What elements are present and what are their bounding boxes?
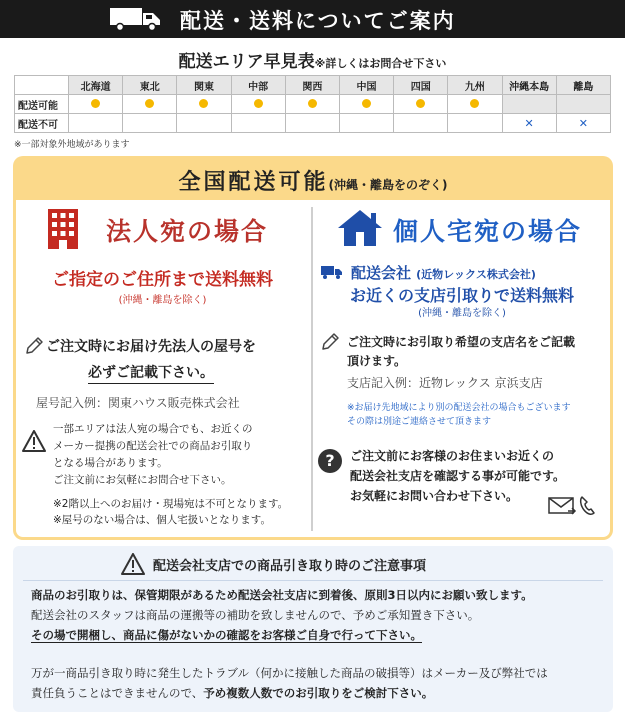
carrier-name: (近物レックス株式会社): [416, 268, 536, 281]
notice-line-underlined: その場で開梱し、商品に傷がないかの確認をお客様ご自身で行って下さい。: [31, 628, 422, 642]
notice-line: 配送会社のスタッフは商品の運搬等の補助を致しませんので、予めご承知置き下さい。: [31, 608, 480, 622]
notice-divider: [23, 580, 603, 581]
inquiry-line: お気軽にお問い合わせ下さい。: [350, 489, 519, 503]
note-line: ※2階以上へのお届け・現場宛は不可となります。: [53, 498, 289, 510]
mark-cell: [448, 95, 502, 114]
building-icon: [48, 209, 78, 249]
carrier-label: 配送会社: [351, 264, 412, 282]
mark-cell: [339, 95, 393, 114]
area-table-title: 配送エリア早見表: [178, 52, 315, 72]
corporate-free-shipping: ご指定のご住所まで送料無料: [52, 270, 273, 290]
corporate-title: 法人宛の場合: [106, 217, 269, 246]
region-header: 九州: [448, 76, 502, 95]
notice-title: 配送会社支店での商品引き取り時のご注意事項: [153, 559, 427, 574]
mark-cell: [177, 114, 231, 133]
question-icon: ?: [318, 449, 342, 473]
header-bar: [0, 0, 625, 38]
delivery-area-table: [14, 75, 611, 133]
personal-inquiry: [350, 446, 565, 506]
corporate-warning: [53, 421, 253, 489]
row-label: 配送可能: [15, 95, 69, 114]
notice-line-plain: 責任負うことはできませんので、: [31, 686, 204, 700]
region-header: 沖縄本島: [502, 76, 556, 95]
notice-line: 商品のお引取りは、保管期限があるため配送会社支店に到着後、原則3日以内にお願い致します。: [31, 588, 533, 602]
inquiry-line: 配送会社支店を確認する事が可能です。: [350, 469, 566, 483]
region-header: 離島: [556, 76, 610, 95]
available-dot-icon: [362, 99, 371, 108]
available-dot-icon: [416, 99, 425, 108]
mail-phone-icon: [548, 493, 596, 517]
small-truck-icon: [321, 266, 343, 279]
small-note-line: ※お届け先地域により別の配送会社の場合もございます: [347, 403, 571, 413]
column-divider: [311, 207, 313, 531]
mark-cell: [69, 114, 123, 133]
nationwide-heading: [13, 156, 613, 200]
corporate-exclusion: (沖縄・離島を除く): [118, 295, 207, 306]
mark-cell: [448, 114, 502, 133]
area-table-title-note: ※詳しくはお問合せ下さい: [314, 57, 447, 70]
pencil-icon: [320, 332, 340, 352]
personal-exclusion: (沖縄・離島を除く): [418, 308, 506, 319]
personal-title: 個人宅宛の場合: [393, 217, 583, 246]
warning-line: となる場合があります。: [53, 457, 168, 469]
notice-line: 万が一商品引き取り時に発生したトラブル（何かに接触した商品の破損等）はメーカー及び弊社では: [31, 666, 548, 680]
note-line: ※屋号のない場合は、個人宅扱いとなります。: [53, 514, 271, 526]
region-header: 中部: [231, 76, 285, 95]
inquiry-line: ご注文前にお客様のお住まいお近くの: [350, 449, 555, 463]
warning-line: ご注文前にお気軽にお問合せ下さい。: [53, 474, 232, 486]
region-header: 関西: [285, 76, 339, 95]
mark-cell: [556, 95, 610, 114]
region-header: 四国: [394, 76, 448, 95]
page-title: 配送・送料についてご案内: [180, 9, 456, 33]
small-note-line: その際は別途ご連絡させて頂きます: [347, 417, 492, 427]
corporate-note-line1: ご注文時にお届け先法人の屋号を: [46, 339, 256, 355]
mark-cell: [123, 114, 177, 133]
region-header: 関東: [177, 76, 231, 95]
mark-cell: [394, 114, 448, 133]
unavailable-cross-icon: ✕: [524, 116, 534, 130]
available-dot-icon: [199, 99, 208, 108]
warning-icon: [22, 430, 46, 452]
available-dot-icon: [470, 99, 479, 108]
mark-cell: [123, 95, 177, 114]
mark-cell: [231, 114, 285, 133]
corporate-example: 屋号記入例：関東ハウス販売株式会社: [36, 396, 240, 410]
house-icon: [336, 208, 384, 248]
available-dot-icon: [91, 99, 100, 108]
mark-cell: [502, 114, 556, 133]
mark-cell: [556, 114, 610, 133]
warning-line: 一部エリアは法人宛の場合でも、お近くの: [53, 423, 253, 435]
notice-line: [31, 685, 433, 701]
nationwide-title: 全国配送可能: [178, 170, 329, 195]
notice-line: [31, 627, 422, 643]
nationwide-subtitle: (沖縄・離島をのぞく): [328, 178, 448, 192]
carrier-info: [351, 262, 536, 283]
table-row-deliverable: [15, 95, 611, 114]
region-header: 中国: [339, 76, 393, 95]
note-line: 頂けます。: [347, 354, 407, 368]
warning-icon: [121, 553, 145, 575]
area-table-heading: [0, 47, 625, 72]
personal-small-notes: [347, 401, 571, 429]
area-footnote: ※一部対象外地域があります: [14, 140, 130, 150]
mark-cell: [69, 95, 123, 114]
warning-line: メーカー提携の配送会社での商品お引取り: [53, 440, 253, 452]
corporate-notes: [53, 496, 288, 528]
table-row-not-deliverable: [15, 114, 611, 133]
available-dot-icon: [145, 99, 154, 108]
personal-note: [347, 333, 575, 371]
table-corner-cell: [15, 76, 69, 95]
pencil-icon: [24, 336, 44, 356]
available-dot-icon: [254, 99, 263, 108]
truck-icon: [110, 7, 162, 31]
personal-example: 支店記入例：近物レックス 京浜支店: [347, 376, 543, 390]
mark-cell: [177, 95, 231, 114]
mark-cell: [231, 95, 285, 114]
mark-cell: [285, 114, 339, 133]
notice-line-bold: 予め複数人数でのお引取りをご検討下さい。: [203, 686, 434, 700]
region-header: 東北: [123, 76, 177, 95]
area-table-header-row: [15, 76, 611, 95]
region-header: 北海道: [69, 76, 123, 95]
unavailable-cross-icon: ✕: [578, 116, 588, 130]
mark-cell: [394, 95, 448, 114]
available-dot-icon: [308, 99, 317, 108]
corporate-note-line2: 必ずご記載下さい。: [88, 362, 214, 384]
mark-cell: [502, 95, 556, 114]
row-label: 配送不可: [15, 114, 69, 133]
note-line: ご注文時にお引取り希望の支店名をご記載: [347, 335, 576, 349]
mail-icon: [549, 498, 575, 514]
mark-cell: [339, 114, 393, 133]
phone-icon: [581, 497, 594, 514]
mark-cell: [285, 95, 339, 114]
pickup-free-shipping: お近くの支店引取りで送料無料: [349, 286, 574, 305]
